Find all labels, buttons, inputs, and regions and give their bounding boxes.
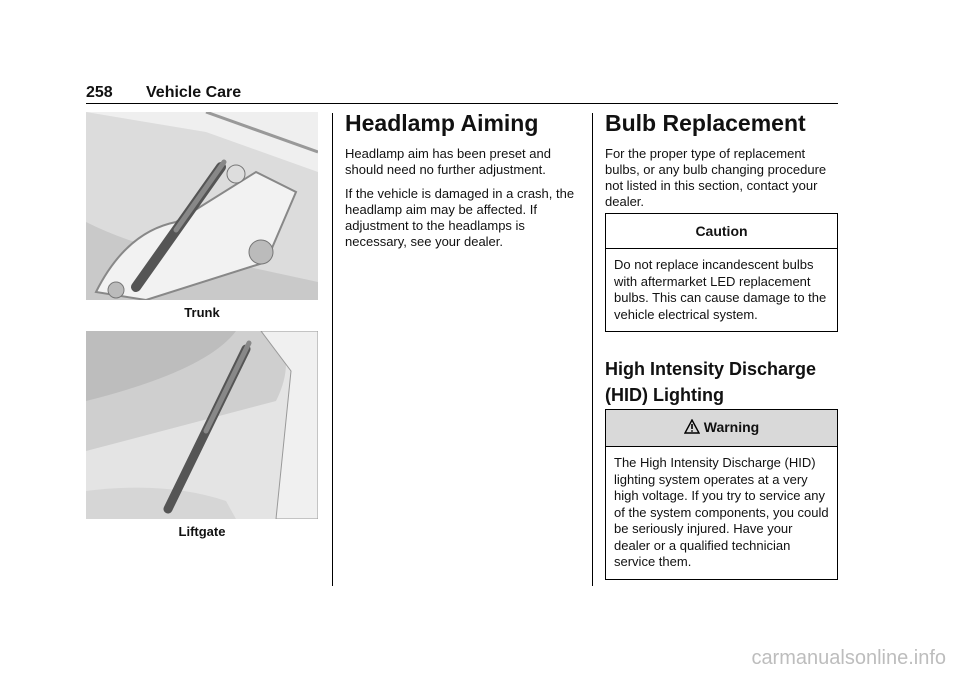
caution-heading: Caution xyxy=(606,214,837,249)
bulb-title: Bulb Replacement xyxy=(605,110,806,136)
caution-text: Do not replace incandescent bulbs with aftermarket LED replacement bulbs. This can cause damage to the vehicle electrical system. xyxy=(614,257,827,322)
bulb-section xyxy=(605,110,840,210)
headlamp-paragraph-2: If the vehicle is damaged in a crash, the headlamp aim may be affected. If adjustment to the headlamps is necessary, see your dealer. xyxy=(345,186,575,249)
column-divider-2 xyxy=(592,113,593,586)
bulb-intro: For the proper type of replacement bulbs, or any bulb changing procedure not listed in this section, contact your dealer. xyxy=(605,146,827,209)
liftgate-figure xyxy=(86,331,318,519)
watermark: carmanualsonline.info xyxy=(751,647,946,669)
warning-header xyxy=(606,410,837,447)
hid-section xyxy=(605,356,840,408)
column-divider-1 xyxy=(332,113,333,586)
header-rule xyxy=(86,103,838,104)
warning-box xyxy=(605,409,838,580)
warning-heading: Warning xyxy=(703,419,760,435)
page-number: 258 xyxy=(86,84,113,101)
trunk-figure xyxy=(86,112,318,300)
headlamp-title: Headlamp Aiming xyxy=(345,110,539,136)
hid-title: High Intensity Discharge (HID) Lighting xyxy=(605,359,817,405)
headlamp-section xyxy=(345,110,581,250)
trunk-caption: Trunk xyxy=(184,305,220,320)
liftgate-caption: Liftgate xyxy=(178,524,226,539)
headlamp-paragraph-1: Headlamp aim has been preset and should need no further adjustment. xyxy=(345,146,551,177)
warning-text: The High Intensity Discharge (HID) lighting system operates at a very high voltage. If you try to service any of the system components, you could be seriously injured. Have your dealer or a qualified technician service them. xyxy=(614,455,829,569)
caution-box xyxy=(605,213,838,332)
section-title: Vehicle Care xyxy=(146,84,242,101)
warning-triangle-icon xyxy=(684,419,700,437)
page-header xyxy=(86,84,241,102)
trunk-strut-illustration xyxy=(86,112,318,300)
liftgate-strut-illustration xyxy=(86,331,318,519)
